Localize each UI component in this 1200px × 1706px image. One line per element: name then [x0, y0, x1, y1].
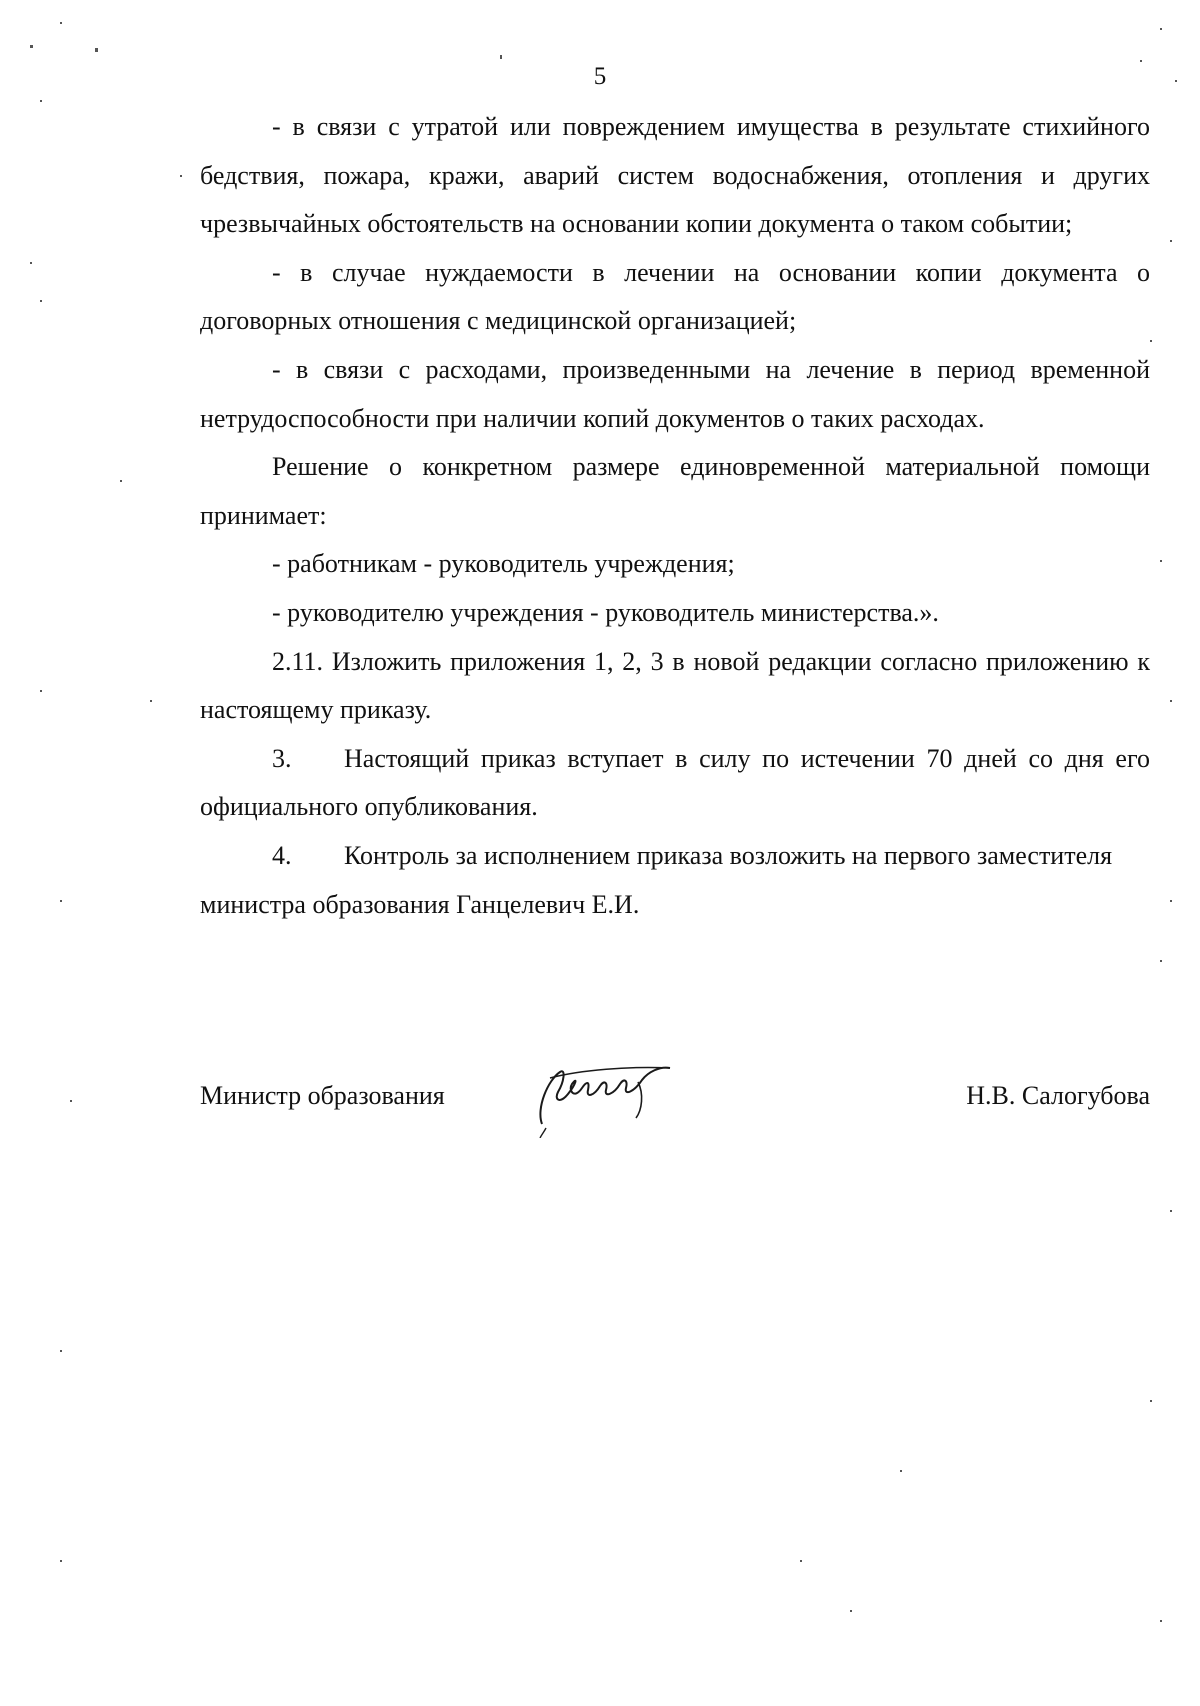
paragraph-property-loss: - в связи с утратой или повреждением имущества в результате стихийного бедствия, пожара, кражи, аварий систем водоснабжения, отопления и других чрезвычайных обстоятельств на основании копии документа о таком событии; [200, 112, 1150, 239]
paragraph-medical-need: - в случае нуждаемости в лечении на основании копии документа о договорных отношения с медицинской организацией; [200, 257, 1150, 336]
paragraph-item-3 [200, 735, 1150, 832]
signatory-role: Министр образования [200, 1081, 445, 1110]
item-text: Настоящий приказ вступает в силу по истечении 70 дней со дня его официального опубликования. [200, 743, 1150, 822]
document-body [200, 103, 1150, 929]
item-number: 4. [272, 840, 292, 870]
item-text: Контроль за исполнением приказа возложить на первого заместителя министра образования Ганцелевич Е.И. [200, 840, 1113, 919]
paragraph-employees: - работникам - руководитель учреждения; [272, 549, 735, 579]
paragraph-treatment-expenses: - в связи с расходами, произведенными на лечение в период временной нетрудоспособности при наличии копий документов о таких расходах. [200, 354, 1150, 433]
signature-block [200, 1058, 1150, 1138]
paragraph-decision: Решение о конкретном размере единовременной материальной помощи принимает: [200, 452, 1150, 530]
paragraph-item-2-11: 2.11. Изложить приложения 1, 2, 3 в новой редакции согласно приложению к настоящему приказу. [200, 646, 1150, 725]
handwritten-signature [520, 1058, 720, 1138]
paragraph-head: - руководителю учреждения - руководитель министерства.». [272, 597, 939, 627]
signatory-name: Н.В. Салогубова [966, 1081, 1150, 1110]
paragraph-item-4 [200, 832, 1150, 929]
item-number: 3. [272, 743, 292, 773]
page-number: 5 [593, 63, 607, 90]
